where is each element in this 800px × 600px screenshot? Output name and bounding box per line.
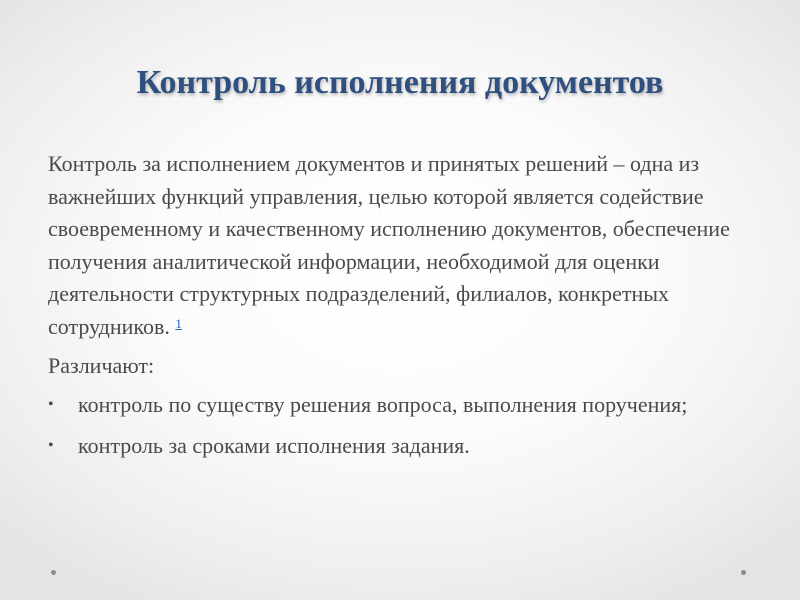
slide-title: Контроль исполнения документов <box>136 64 664 101</box>
footnote-marker <box>175 316 182 331</box>
list-item-text: контроль за сроками исполнения задания. <box>78 433 470 458</box>
list-item <box>48 389 768 420</box>
decorative-dot-icon <box>741 570 746 575</box>
bullet-icon: • <box>48 437 54 454</box>
decorative-dot-icon <box>51 570 56 575</box>
bullet-icon: • <box>48 396 54 413</box>
list-item-text: контроль по существу решения вопроса, выполнения поручения; <box>78 392 688 417</box>
bullet-list <box>48 389 768 461</box>
list-intro: Различают: <box>48 353 155 378</box>
footnote-link[interactable]: 1 <box>175 315 182 331</box>
list-item <box>48 430 768 461</box>
slide-body <box>48 148 768 471</box>
paragraph-text: Контроль за исполнением документов и принятых решений – одна из важнейших функций управления, целью которой является содействие своевременному и качественному исполнению документов, обеспечение получения аналитической информации, необходимой для оценки деятельности структурных подразделений, филиалов, конкретных сотрудников. <box>48 151 730 339</box>
main-paragraph <box>48 148 768 343</box>
